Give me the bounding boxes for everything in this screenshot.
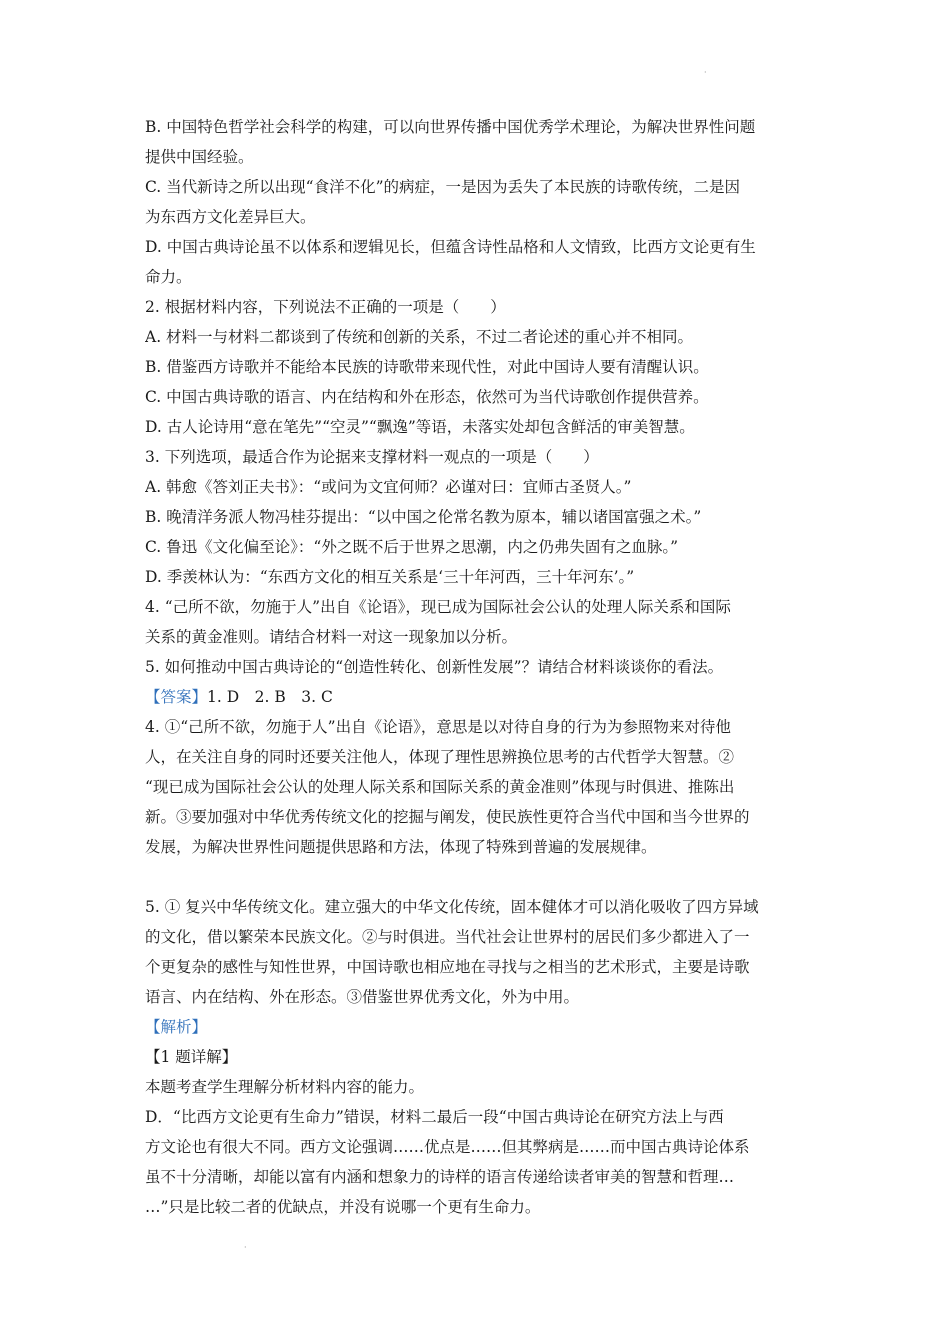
answer-values: 1. D 2. B 3. C xyxy=(207,688,333,706)
q2-option-c: C. 中国古典诗歌的语言、内在结构和外在形态，依然可为当代诗歌创作提供营养。 xyxy=(145,388,709,406)
answer-4-line-4: 新。③要加强对中华优秀传统文化的挖掘与阐发，使民族性更符合当代中国和当今世界的 xyxy=(145,808,750,826)
q4-stem-line-2: 关系的黄金准则。请结合材料一对这一现象加以分析。 xyxy=(145,628,518,646)
q2-option-b: B. 借鉴西方诗歌并不能给本民族的诗歌带来现代性，对此中国诗人要有清醒认识。 xyxy=(145,358,709,376)
q3-option-b: B. 晚清洋务派人物冯桂芬提出：“以中国之伦常名教为原本，辅以诸国富强之术。” xyxy=(145,508,702,526)
footer-mark: · xyxy=(244,1243,247,1252)
q3-option-a: A. 韩愈《答刘正夫书》：“或问为文宜何师？必谨对曰：宜师古圣贤人。” xyxy=(145,478,632,496)
analysis-intro: 本题考查学生理解分析材料内容的能力。 xyxy=(145,1078,425,1096)
analysis-d-line-2: 方文论也有很大不同。西方文论强调……优点是……但其弊病是……而中国古典诗论体系 xyxy=(145,1138,750,1156)
answer-4-line-2: 人，在关注自身的同时还要关注他人，体现了理性思辨换位思考的古代哲学大智慧。② xyxy=(145,748,735,766)
q1-option-d-line-2: 命力。 xyxy=(145,268,192,286)
answer-5-line-3: 个更复杂的感性与知性世界，中国诗歌也相应地在寻找与之相当的艺术形式，主要是诗歌 xyxy=(145,958,750,976)
q1-option-b-line-2: 提供中国经验。 xyxy=(145,148,254,166)
analysis-d-line-3: 虽不十分清晰，却能以富有内涵和想象力的诗样的语言传递给读者审美的智慧和哲理… xyxy=(145,1168,735,1186)
q2-option-a: A. 材料一与材料二都谈到了传统和创新的关系，不过二者论述的重心并不相同。 xyxy=(145,328,694,346)
answer-4-line-5: 发展，为解决世界性问题提供思路和方法，体现了特殊到普遍的发展规律。 xyxy=(145,838,657,856)
q3-option-c: C. 鲁迅《文化偏至论》：“外之既不后于世界之思潮，内之仍弗失固有之血脉。” xyxy=(145,538,679,556)
q4-stem-line-1: 4. “己所不欲，勿施于人”出自《论语》，现已成为国际社会公认的处理人际关系和国际 xyxy=(145,598,731,616)
analysis-d-line-1: D．“比西方文论更有生命力”错误，材料二最后一段“中国古典诗论在研究方法上与西 xyxy=(145,1108,724,1126)
answer-5-line-4: 语言、内在结构、外在形态。③借鉴世界优秀文化，外为中用。 xyxy=(145,988,580,1006)
q1-analysis-heading: 【1 题详解】 xyxy=(145,1048,238,1066)
answer-4-line-1: 4. ①“己所不欲，勿施于人”出自《论语》，意思是以对待自身的行为为参照物来对待他 xyxy=(145,718,731,736)
answer-5-line-2: 的文化，借以繁荣本民族文化。②与时俱进。当代社会让世界村的居民们多少都进入了一 xyxy=(145,928,750,946)
q1-option-c-line-1: C. 当代新诗之所以出现“食洋不化”的病症，一是因为丢失了本民族的诗歌传统，二是因 xyxy=(145,178,741,196)
answer-4-line-3: “现已成为国际社会公认的处理人际关系和国际关系的黄金准则”体现与时俱进、推陈出 xyxy=(145,778,735,796)
q2-stem: 2. 根据材料内容，下列说法不正确的一项是（ ） xyxy=(145,298,506,316)
q3-stem: 3. 下列选项，最适合作为论据来支撑材料一观点的一项是（ ） xyxy=(145,448,599,466)
paragraph-gap xyxy=(145,862,807,892)
q1-option-c-line-2: 为东西方文化差异巨大。 xyxy=(145,208,316,226)
document-page xyxy=(145,112,807,1222)
analysis-d-line-4: …”只是比较二者的优缺点，并没有说哪一个更有生命力。 xyxy=(145,1198,541,1216)
q1-option-b-line-1: B. 中国特色哲学社会科学的构建，可以向世界传播中国优秀学术理论，为解决世界性问题 xyxy=(145,118,756,136)
q2-option-d: D. 古人论诗用“意在笔先”“空灵”“飘逸”等语，未落实处却包含鲜活的审美智慧。 xyxy=(145,418,695,436)
answer-tag: 【答案】 xyxy=(145,688,208,706)
header-mark: · xyxy=(704,68,707,77)
q3-option-d: D. 季羡林认为：“东西方文化的相互关系是‘三十年河西，三十年河东’。” xyxy=(145,568,635,586)
q1-option-d-line-1: D. 中国古典诗论虽不以体系和逻辑见长，但蕴含诗性品格和人文情致，比西方文论更有生 xyxy=(145,238,756,256)
answer-5-line-1: 5. ① 复兴中华传统文化。建立强大的中华文化传统，固本健体才可以消化吸收了四方异域 xyxy=(145,898,759,916)
q5-stem: 5. 如何推动中国古典诗论的“创造性转化、创新性发展”？请结合材料谈谈你的看法。 xyxy=(145,658,724,676)
analysis-tag: 【解析】 xyxy=(145,1018,208,1036)
answer-line xyxy=(145,682,807,712)
